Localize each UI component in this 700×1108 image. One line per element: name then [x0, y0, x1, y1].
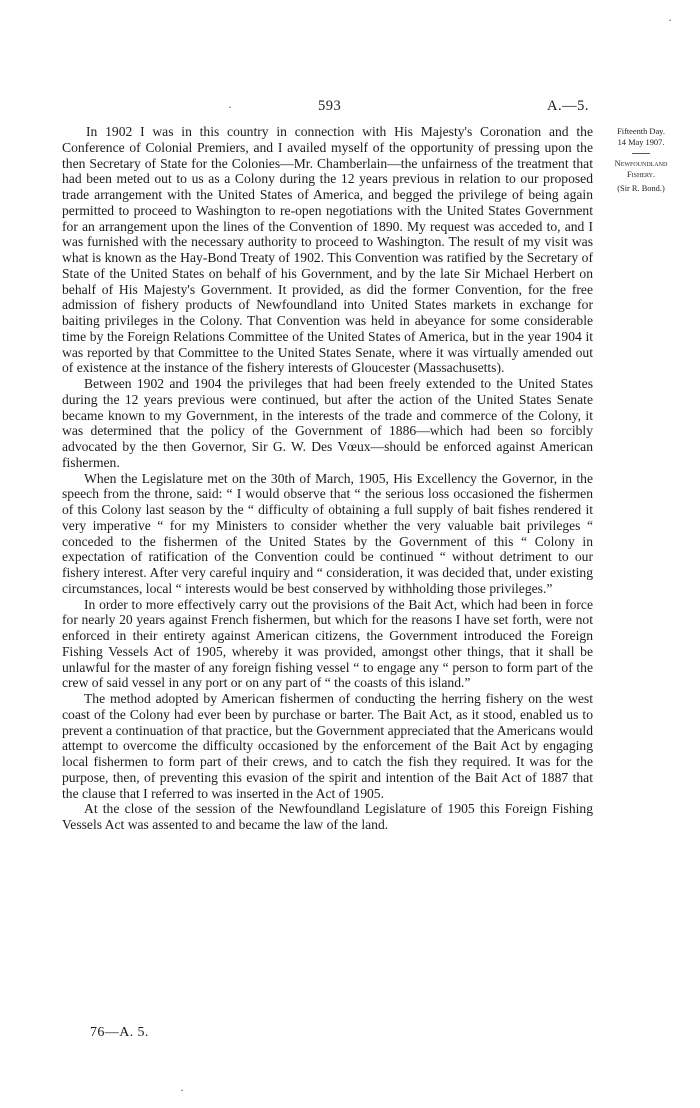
- margin-day: Fifteenth Day.: [617, 127, 665, 136]
- paragraph: At the close of the session of the Newfoundland Legislature of 1905 this Foreign Fishing Vessels Act was assented to and became the law of the land.: [62, 801, 593, 832]
- body-text: [62, 124, 593, 833]
- paragraph: The method adopted by American fishermen of conducting the herring fishery on the west coast of the Colony had ever been by purchase or barter. The Bait Act, as it stood, enabled us to prevent a continuation of that practice, but the Government appreciated that the Americans would attempt to overcome the difficulty occasioned by the enforcement of the Bait Act by engaging local fishermen to form part of their crews, and to catch the fish they required. It was for the purpose, then, of preventing this evasion of the spirit and intention of the Bait Act of 1887 that the clause that I referred to was inserted in the Act of 1905.: [62, 691, 593, 801]
- margin-rule: [632, 153, 650, 154]
- footer-signature: 76—A. 5.: [90, 1025, 149, 1040]
- stray-mark-header: ·: [228, 100, 232, 114]
- stray-mark-bottom: ·: [180, 1083, 184, 1097]
- margin-note: [603, 126, 679, 194]
- paragraph: When the Legislature met on the 30th of March, 1905, His Excellency the Governor, in the speech from the throne, said: “ I would observe that “ the serious loss occasioned the fishermen of this Colony last season by the “ difficulty of obtaining a full supply of bait fishes rendered it very imperative “ for my Ministers to consider whether the very valuable bait privileges “ conceded to the fishermen of the United States by the Government of this “ Colony in expectation of ratification of the Convention could be continued “ without detriment to our fishery interest. After very careful inquiry and “ consideration, it was decided that, under existing circumstances, local “ interests would be best conserved by withholding those privileges.”: [62, 470, 593, 596]
- paragraph: In order to more effectively carry out the provisions of the Bait Act, which had been in force for nearly 20 years against French fishermen, but which for the reasons I have set forth, were not enforced in their entirety against American citizens, the Government introduced the Foreign Fishing Vessels Act of 1905, whereby it was provided, amongst other things, that it shall be unlawful for the master of any foreign fishing vessel “ to engage any “ person to form part of the crew of said vessel in any port or on any part of “ the coasts of this island.”: [62, 596, 593, 691]
- margin-date: 14 May 1907.: [617, 138, 665, 148]
- paragraph: In 1902 I was in this country in connection with His Majesty's Coronation and the Conference of Colonial Premiers, and I availed myself of the opportunity of pressing upon the then Secretary of State for the Colonies—Mr. Chamberlain—the unfairness of the treatment that had been meted out to us as a Colony during the 12 years previous in relation to our proposed trade arrangement with the United States of America, and begged the privilege of being again permitted to proceed to Washington to re-open negotiations with the United States Government for an arrangement upon the lines of the Convention of 1890. My request was acceded to, and I was furnished with the necessary authority to proceed to Washington. The result of my visit was what is known as the Hay-Bond Treaty of 1902. This Convention was ratified by the Secretary of State of the United States on behalf of his Government, and by the late Sir Michael Herbert on behalf of His Majesty's Government. It provided, as did the former Convention, for the free admission of fishery products of Newfoundland into United States markets in exchange for baiting privileges in the Colony. That Convention was held in abeyance for some considerable time by the Foreign Relations Committee of the United States of America, but in the year 1904 it was reported by that Committee to the United States Senate, where it was virtually amended out of existence at the instance of the fishery interests of Gloucester (Massachusetts).: [62, 124, 593, 376]
- margin-subject: Newfoundland: [614, 158, 668, 168]
- margin-subject-cont: Fishery.: [626, 170, 656, 180]
- stray-mark-top: ·: [668, 13, 672, 27]
- paragraph: Between 1902 and 1904 the privileges that had been freely extended to the United States during the 12 years previous were continued, but after the action of the United States Senate became known to my Government, in the interests of the trade and commerce of the Colony, it was determined that the policy of the Government of 1886—which had been so forcibly advocated by the then Governor, Sir G. W. Des Vœux—should be enforced against American fishermen.: [62, 376, 593, 470]
- margin-speaker: (Sir R. Bond.): [617, 183, 665, 193]
- page-number: 593: [318, 98, 342, 114]
- running-head: A.—5.: [547, 98, 589, 114]
